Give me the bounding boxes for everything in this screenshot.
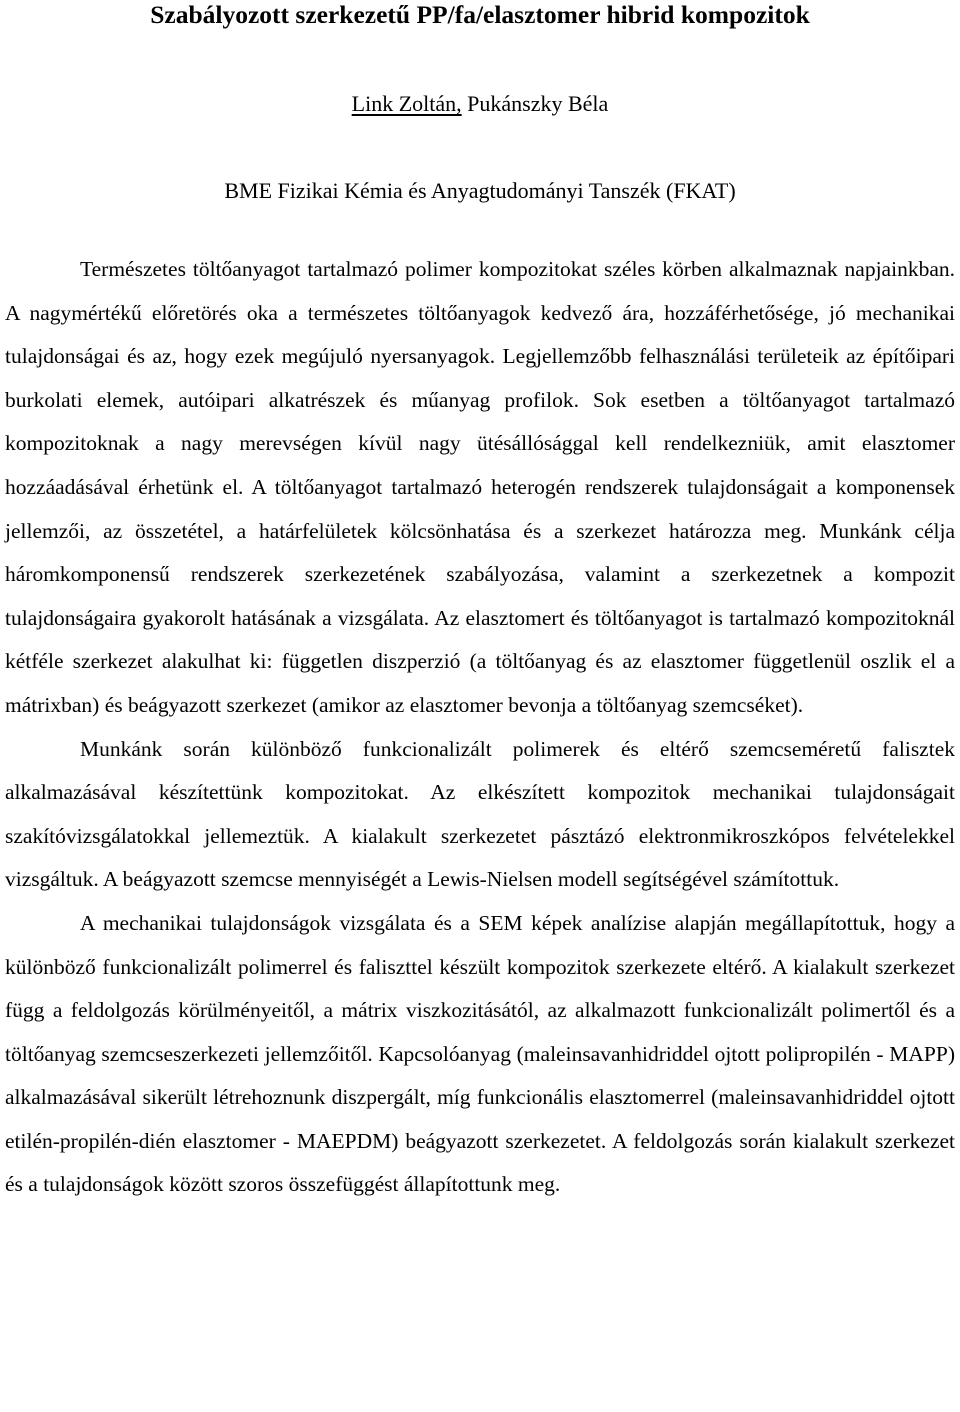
paragraph-methods: Munkánk során különböző funkcionalizált polimerek és eltérő szemcseméretű falisztek alkalmazásával készítettünk kompozitokat. Az elkészített kompozitok mechanikai tulajdonságait szakítóvizsgálatokkal jellemeztük. A kialakult szerkezetet pásztázó elektronmikroszkópos felvételekkel vizsgáltuk. A beágyazott szemcse mennyiségét a Lewis-Nielsen modell segítségével számítottuk. bbox=[5, 736, 955, 892]
affiliation: BME Fizikai Kémia és Anyagtudományi Tanszék (FKAT) bbox=[224, 178, 736, 203]
document-title: Szabályozott szerkezetű PP/fa/elasztomer hibrid kompozitok bbox=[150, 0, 810, 29]
paragraph-results: A mechanikai tulajdonságok vizsgálata és a SEM képek analízise alapján megállapítottuk, hogy a különböző funkcionalizált polimerrel és faliszttel készült kompozitok szerkezete eltérő. A kialakult szerkezet függ a feldolgozás körülményeitől, a mátrix viszkozitásától, az alkalmazott funkcionalizált polimertől és a töltőanyag szemcseszerkezeti jellemzőitől. Kapcsolóanyag (maleinsavanhidriddel ojtott polipropilén - MAPP) alkalmazásával sikerült létrehoznunk diszpergált, míg funkcionális elasztomerrel (maleinsavanhidriddel ojtott etilén-propilén-dién elasztomer - MAEPDM) beágyazott szerkezetet. A feldolgozás során kialakult szerkezet és a tulajdonságok között szoros összefüggést állapítottunk meg. bbox=[5, 910, 955, 1197]
coauthor: Pukánszky Béla bbox=[461, 91, 609, 116]
presenting-author: Link Zoltán, bbox=[351, 91, 462, 116]
paragraph-introduction: Természetes töltőanyagot tartalmazó polimer kompozitokat széles körben alkalmaznak napjainkban. A nagymértékű előretörés oka a természetes töltőanyagok kedvező ára, hozzáférhetősége, jó mechanikai tulajdonságai és az, hogy ezek megújuló nyersanyagok. Legjellemzőbb felhasználási területeik az építőipari burkolati elemek, autóipari alkatrészek és műanyag profilok. Sok esetben a töltőanyagot tartalmazó kompozitoknak a nagy merevségen kívül nagy ütésállósággal kell rendelkezniük, amit elasztomer hozzáadásával érhetünk el. A töltőanyagot tartalmazó heterogén rendszerek tulajdonságait a komponensek jellemzői, az összetétel, a határfelületek kölcsönhatása és a szerkezet határozza meg. Munkánk célja háromkomponensű rendszerek szerkezetének szabályozása, valamint a szerkezetnek a kompozit tulajdonságaira gyakorolt hatásának a vizsgálata. Az elasztomert és töltőanyagot is tartalmazó kompozitoknál kétféle szerkezet alakulhat ki: független diszperzió (a töltőanyag és az elasztomer függetlenül oszlik el a mátrixban) és beágyazott szerkezet (amikor az elasztomer bevonja a töltőanyag szemcséket). bbox=[5, 257, 955, 717]
author-line bbox=[0, 90, 960, 118]
abstract-body bbox=[5, 248, 955, 1207]
